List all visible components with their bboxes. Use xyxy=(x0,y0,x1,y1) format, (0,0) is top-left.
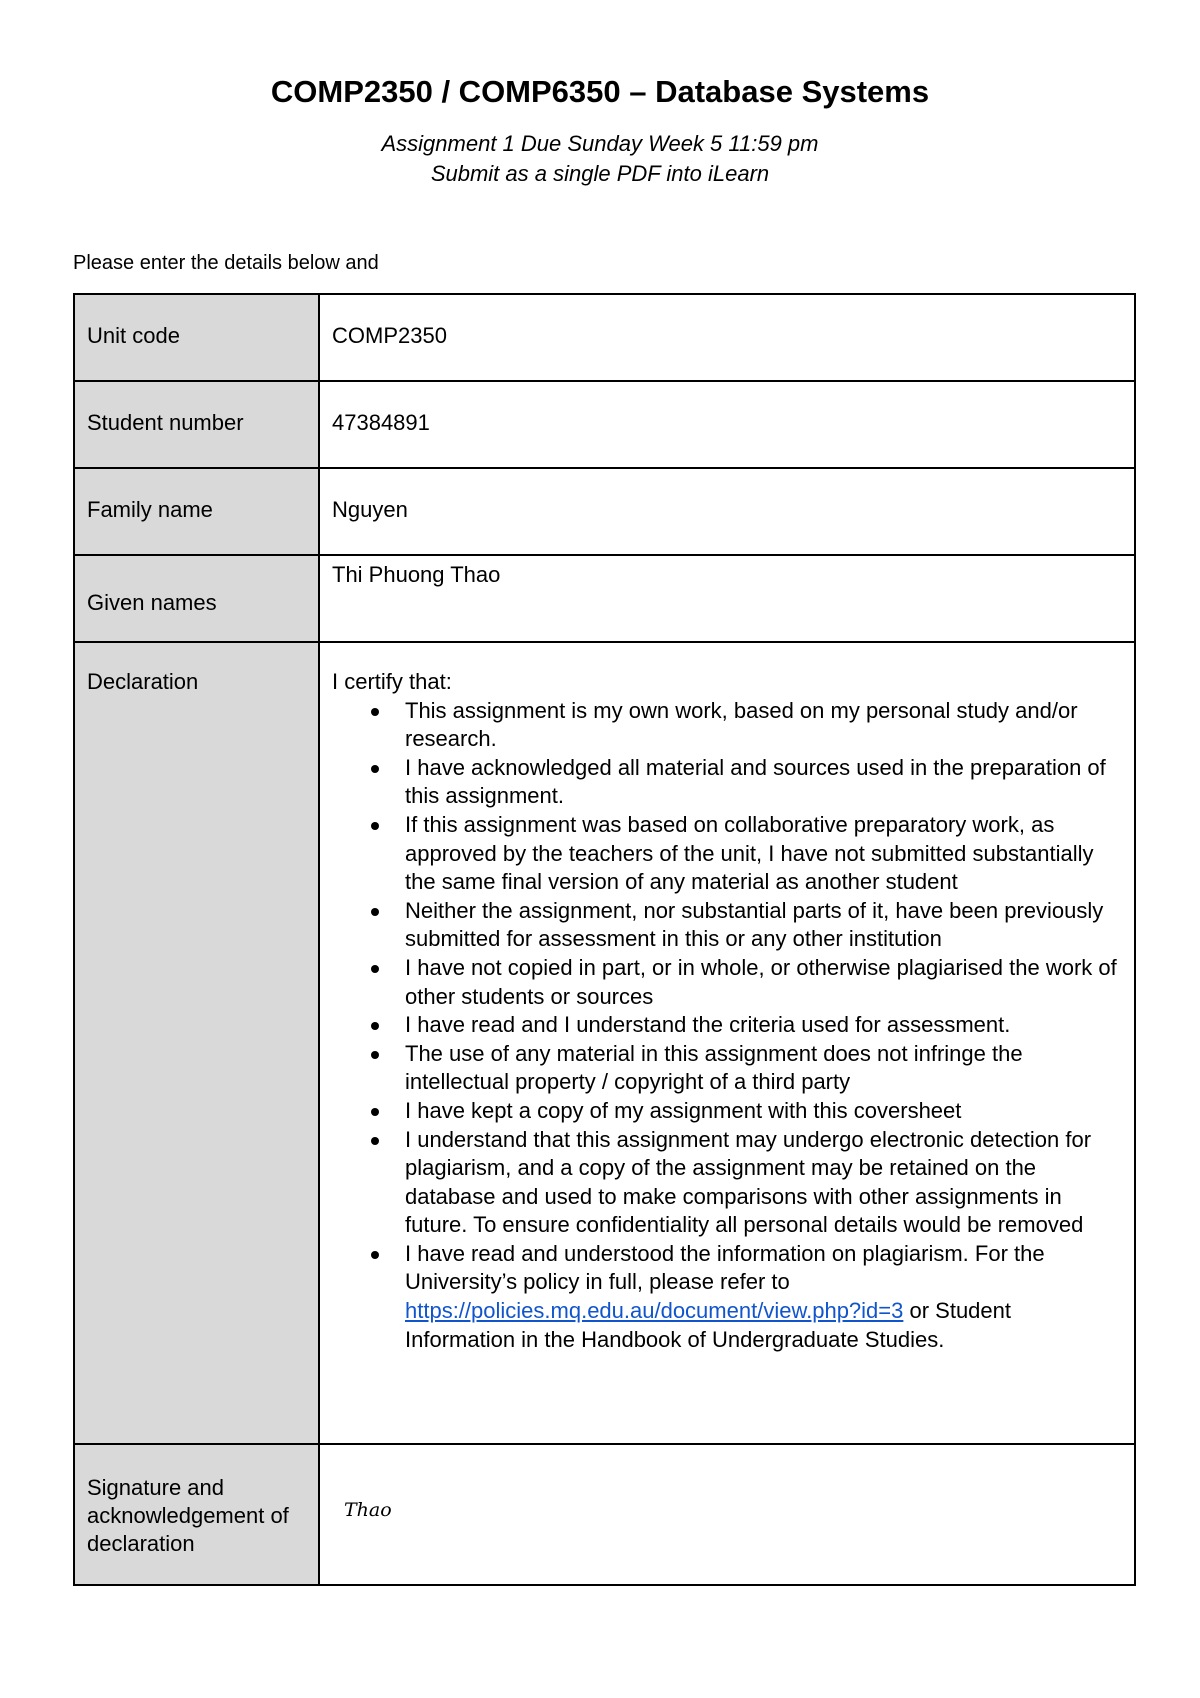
intro-text: Please enter the details below and xyxy=(73,252,379,274)
signature-value[interactable]: Thao xyxy=(344,1499,392,1521)
declaration-label-cell xyxy=(74,642,319,1444)
policy-link[interactable]: https://policies.mq.edu.au/document/view.php?id=3 xyxy=(405,1298,904,1324)
declaration-item-text: Neither the assignment, nor substantial parts of it, have been previously submitted for assessment in this or any other institution xyxy=(405,897,1104,952)
family-name-value[interactable]: Nguyen xyxy=(332,497,408,522)
family-name-label: Family name xyxy=(87,497,213,522)
student-number-row xyxy=(74,381,1135,468)
unit-code-label: Unit code xyxy=(87,323,180,348)
declaration-item-text: This assignment is my own work, based on my personal study and/or research. xyxy=(405,697,1078,752)
document-title: COMP2350 / COMP6350 – Database Systems xyxy=(270,74,930,109)
declaration-item-text: I have read and I understand the criteria used for assessment. xyxy=(405,1012,1011,1038)
given-names-value[interactable]: Thi Phuong Thao xyxy=(332,562,501,587)
student-number-value[interactable]: 47384891 xyxy=(332,410,430,435)
bullet-icon xyxy=(371,1022,379,1030)
declaration-item-text: I have read and understood the information on plagiarism. For the University’s policy in full, please refer to xyxy=(405,1240,1045,1295)
given-names-row xyxy=(74,555,1135,642)
bullet-icon xyxy=(371,1137,379,1145)
bullet-icon xyxy=(371,822,379,830)
unit-code-label-cell xyxy=(74,294,319,381)
coversheet-table xyxy=(73,293,1136,1586)
student-number-label-cell xyxy=(74,381,319,468)
declaration-item-policy xyxy=(332,1240,1122,1354)
declaration-lead: I certify that: xyxy=(332,669,452,694)
declaration-item-text: I understand that this assignment may undergo electronic detection for plagiarism, and a copy of the assignment may be retained on the database and used to make comparisons with other assignments in future. To ensure confidentiality all personal details would be removed xyxy=(405,1126,1092,1238)
signature-label-cell xyxy=(74,1444,319,1585)
declaration-item xyxy=(332,897,1122,954)
signature-value-cell[interactable] xyxy=(319,1444,1135,1585)
declaration-label: Declaration xyxy=(87,669,199,694)
declaration-item-text: The use of any material in this assignment does not infringe the intellectual property / copyright of a third party xyxy=(405,1040,1023,1095)
declaration-item xyxy=(332,954,1122,1011)
given-names-label-cell xyxy=(74,555,319,642)
declaration-item xyxy=(332,697,1122,754)
assignment-due-line: Assignment 1 Due Sunday Week 5 11:59 pm xyxy=(381,131,819,156)
declaration-item xyxy=(332,1126,1122,1240)
unit-code-value-cell[interactable] xyxy=(319,294,1135,381)
declaration-list xyxy=(332,697,1122,1355)
declaration-item-text: If this assignment was based on collaborative preparatory work, as approved by the teachers of the unit, I have not submitted substantially the same final version of any material as another student xyxy=(405,811,1094,895)
bullet-icon xyxy=(371,1251,379,1259)
signature-row xyxy=(74,1444,1135,1585)
family-name-value-cell[interactable] xyxy=(319,468,1135,555)
bullet-icon xyxy=(371,908,379,916)
bullet-icon xyxy=(371,965,379,973)
signature-label: Signature and acknowledgement of declaration xyxy=(87,1475,289,1556)
bullet-icon xyxy=(371,765,379,773)
declaration-item-text: I have acknowledged all material and sources used in the preparation of this assignment. xyxy=(405,754,1106,809)
student-number-value-cell[interactable] xyxy=(319,381,1135,468)
given-names-value-cell[interactable] xyxy=(319,555,1135,642)
bullet-icon xyxy=(371,1051,379,1059)
unit-code-value[interactable]: COMP2350 xyxy=(332,323,447,348)
declaration-item xyxy=(332,1040,1122,1097)
declaration-item xyxy=(332,811,1122,897)
declaration-item xyxy=(332,754,1122,811)
declaration-value-cell xyxy=(319,642,1135,1444)
declaration-row xyxy=(74,642,1135,1444)
family-name-row xyxy=(74,468,1135,555)
bullet-icon xyxy=(371,1108,379,1116)
unit-code-row xyxy=(74,294,1135,381)
submission-instructions: Submit as a single PDF into iLearn xyxy=(430,161,770,186)
bullet-icon xyxy=(371,708,379,716)
declaration-body xyxy=(332,643,1122,1354)
declaration-item xyxy=(332,1011,1122,1040)
declaration-item xyxy=(332,1097,1122,1126)
given-names-label: Given names xyxy=(87,590,217,615)
student-number-label: Student number xyxy=(87,410,244,435)
family-name-label-cell xyxy=(74,468,319,555)
declaration-item-text: I have kept a copy of my assignment with this coversheet xyxy=(405,1097,962,1123)
declaration-item-text-tail: or Student Information in the Handbook of Undergraduate Studies. xyxy=(405,1298,1012,1352)
declaration-item-text: I have not copied in part, or in whole, or otherwise plagiarised the work of other students or sources xyxy=(405,954,1117,1009)
